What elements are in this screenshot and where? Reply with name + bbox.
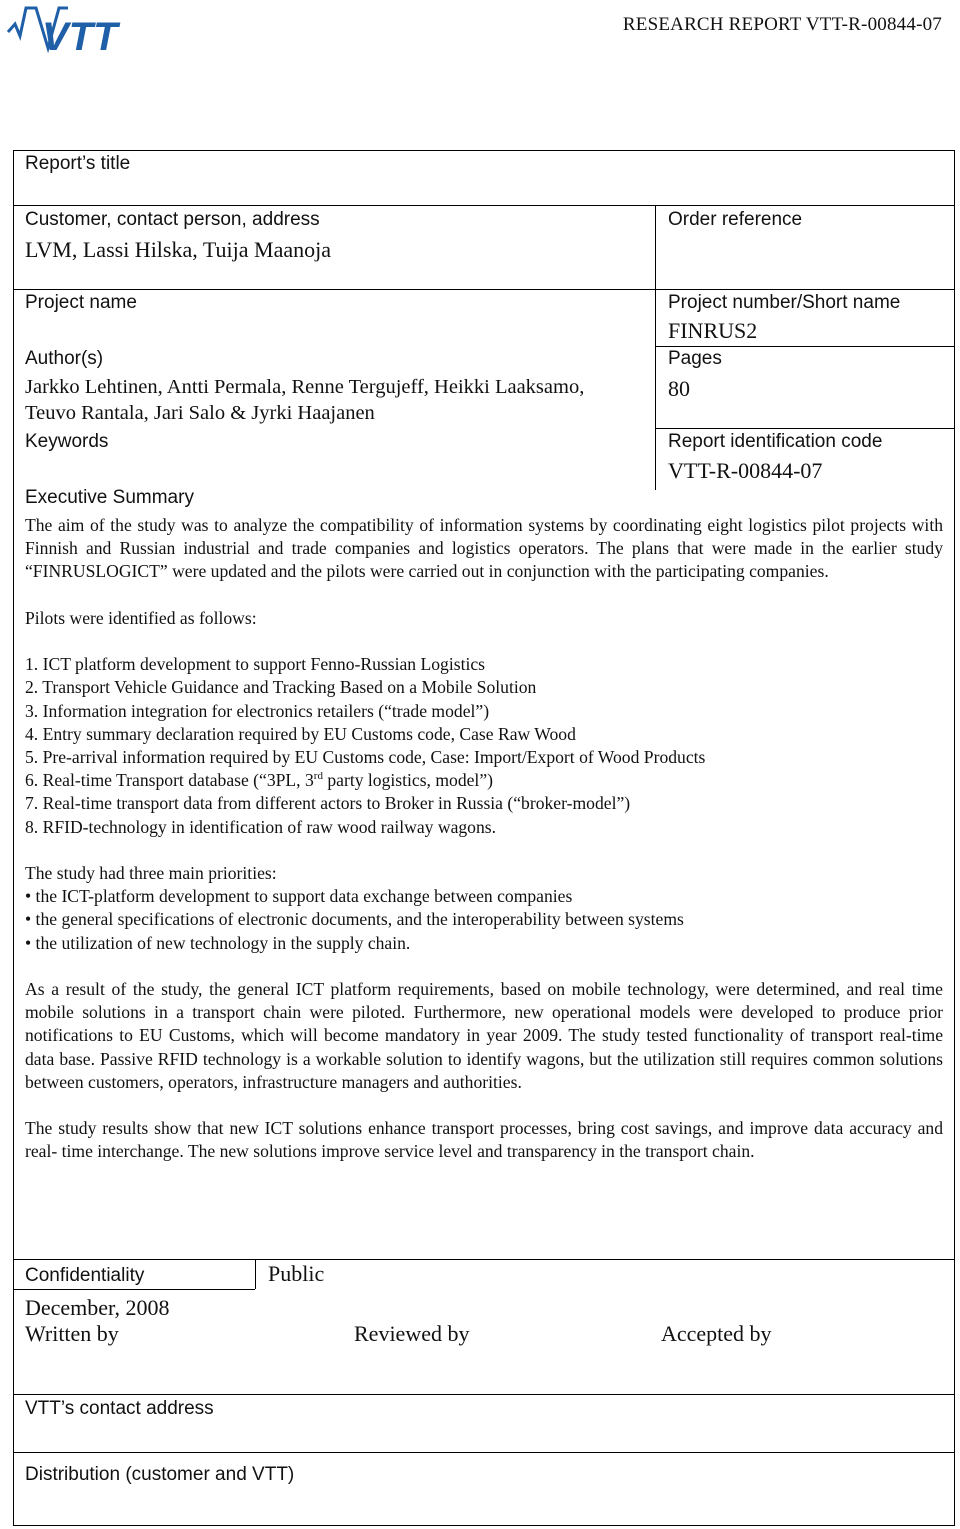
priority-item: • the utilization of new technology in the supply chain. [25, 932, 411, 953]
divider [13, 1289, 255, 1290]
pages-label: Pages [668, 348, 722, 369]
priorities-list [25, 885, 943, 955]
written-by-label: Written by [25, 1321, 119, 1346]
divider [655, 205, 656, 490]
pilot-item: 8. RFID-technology in identification of raw wood railway wagons. [25, 816, 497, 837]
pilot-6-superscript: rd [313, 770, 323, 783]
executive-summary-label: Executive Summary [25, 487, 194, 508]
distribution-label: Distribution (customer and VTT) [25, 1464, 295, 1485]
pilot-6-text-end: party logistics, model”) [322, 770, 493, 791]
divider [13, 1394, 955, 1395]
contact-address-label: VTT’s contact address [25, 1398, 214, 1419]
pilot-item: 1. ICT platform development to support Fenno-Russian Logistics [25, 654, 485, 675]
pilot-item: 3. Information integration for electronics retailers (“trade model”) [25, 700, 490, 721]
logo-text: VTT [42, 15, 118, 56]
project-number-label: Project number/Short name [668, 292, 901, 313]
divider [655, 428, 955, 429]
priorities-heading: The study had three main priorities: [25, 863, 277, 883]
authors-line-2: Teuvo Rantala, Jari Salo & Jyrki Haajanen [25, 402, 375, 424]
project-name-label: Project name [25, 292, 137, 313]
priority-item: • the ICT-platform development to support data exchange between companies [25, 886, 573, 907]
keywords-label: Keywords [25, 431, 109, 452]
summary-result: As a result of the study, the general ICT platform requirements, based on mobile technology, were determined, and real time mobile solutions in a transport chain were piloted. Furthermore, new operational models were developed to produce prior notifications to EU Customs, which will become mandatory in year 2009. The study tested functionality of transport real-time data base. Passive RFID technology is a workable solution to identify wagons, but the utilization still requires common solutions between customers, operators, infrastructure managers and authorities. [25, 979, 943, 1092]
summary-intro: The aim of the study was to analyze the compatibility of information systems by coordinating eight logistics pilot projects with Finnish and Russian industrial and trade companies and logistics operators. The plans that were made in the earlier study “FINRUSLOGICT” were updated and the pilots were carried out in conjunction with the participating companies. [25, 515, 943, 582]
pilot-item: 2. Transport Vehicle Guidance and Tracking Based on a Mobile Solution [25, 677, 537, 698]
accepted-by-label: Accepted by [661, 1321, 772, 1346]
pilots-heading: Pilots were identified as follows: [25, 607, 257, 628]
reviewed-by-label: Reviewed by [354, 1321, 470, 1346]
divider [13, 205, 955, 206]
pages-value: 80 [668, 376, 690, 401]
divider [655, 346, 955, 347]
pilot-item: 7. Real-time transport data from different actors to Broker in Russia (“broker-model”) [25, 793, 631, 814]
project-number-value: FINRUS2 [668, 318, 758, 343]
report-id-label: Report identification code [668, 431, 883, 452]
pilot-6-text: 6. Real-time Transport database (“3PL, 3 [25, 770, 314, 791]
confidentiality-value: Public [268, 1261, 325, 1286]
vtt-logo [6, 2, 156, 56]
pilots-list [25, 653, 943, 839]
report-reference: RESEARCH REPORT VTT-R-00844-07 [622, 14, 942, 35]
executive-summary [25, 514, 943, 1164]
authors-label: Author(s) [25, 348, 104, 369]
authors-line-1: Jarkko Lehtinen, Antti Permala, Renne Tergujeff, Heikki Laaksamo, [25, 376, 585, 398]
order-reference-label: Order reference [668, 209, 803, 230]
report-date: December, 2008 [25, 1295, 170, 1320]
pilot-item: 4. Entry summary declaration required by EU Customs code, Case Raw Wood [25, 723, 576, 744]
divider [13, 1452, 955, 1453]
summary-conclusion: The study results show that new ICT solutions enhance transport processes, bring cost savings, and improve data accuracy and real- time interchange. The new solutions improve service level and transparency in the transport chain. [25, 1118, 943, 1162]
confidentiality-label: Confidentiality [25, 1265, 145, 1286]
pilot-item [25, 769, 943, 792]
customer-value: LVM, Lassi Hilska, Tuija Maanoja [25, 237, 331, 262]
report-id-value: VTT-R-00844-07 [668, 458, 823, 483]
divider [13, 289, 955, 290]
divider [255, 1259, 256, 1289]
pilot-item: 5. Pre-arrival information required by EU Customs code, Case: Import/Export of Wood Products [25, 747, 706, 767]
priority-item: • the general specifications of electronic documents, and the interoperability between systems [25, 909, 684, 930]
report-title-label: Report’s title [25, 153, 131, 174]
customer-label: Customer, contact person, address [25, 209, 320, 230]
divider [13, 1259, 955, 1260]
